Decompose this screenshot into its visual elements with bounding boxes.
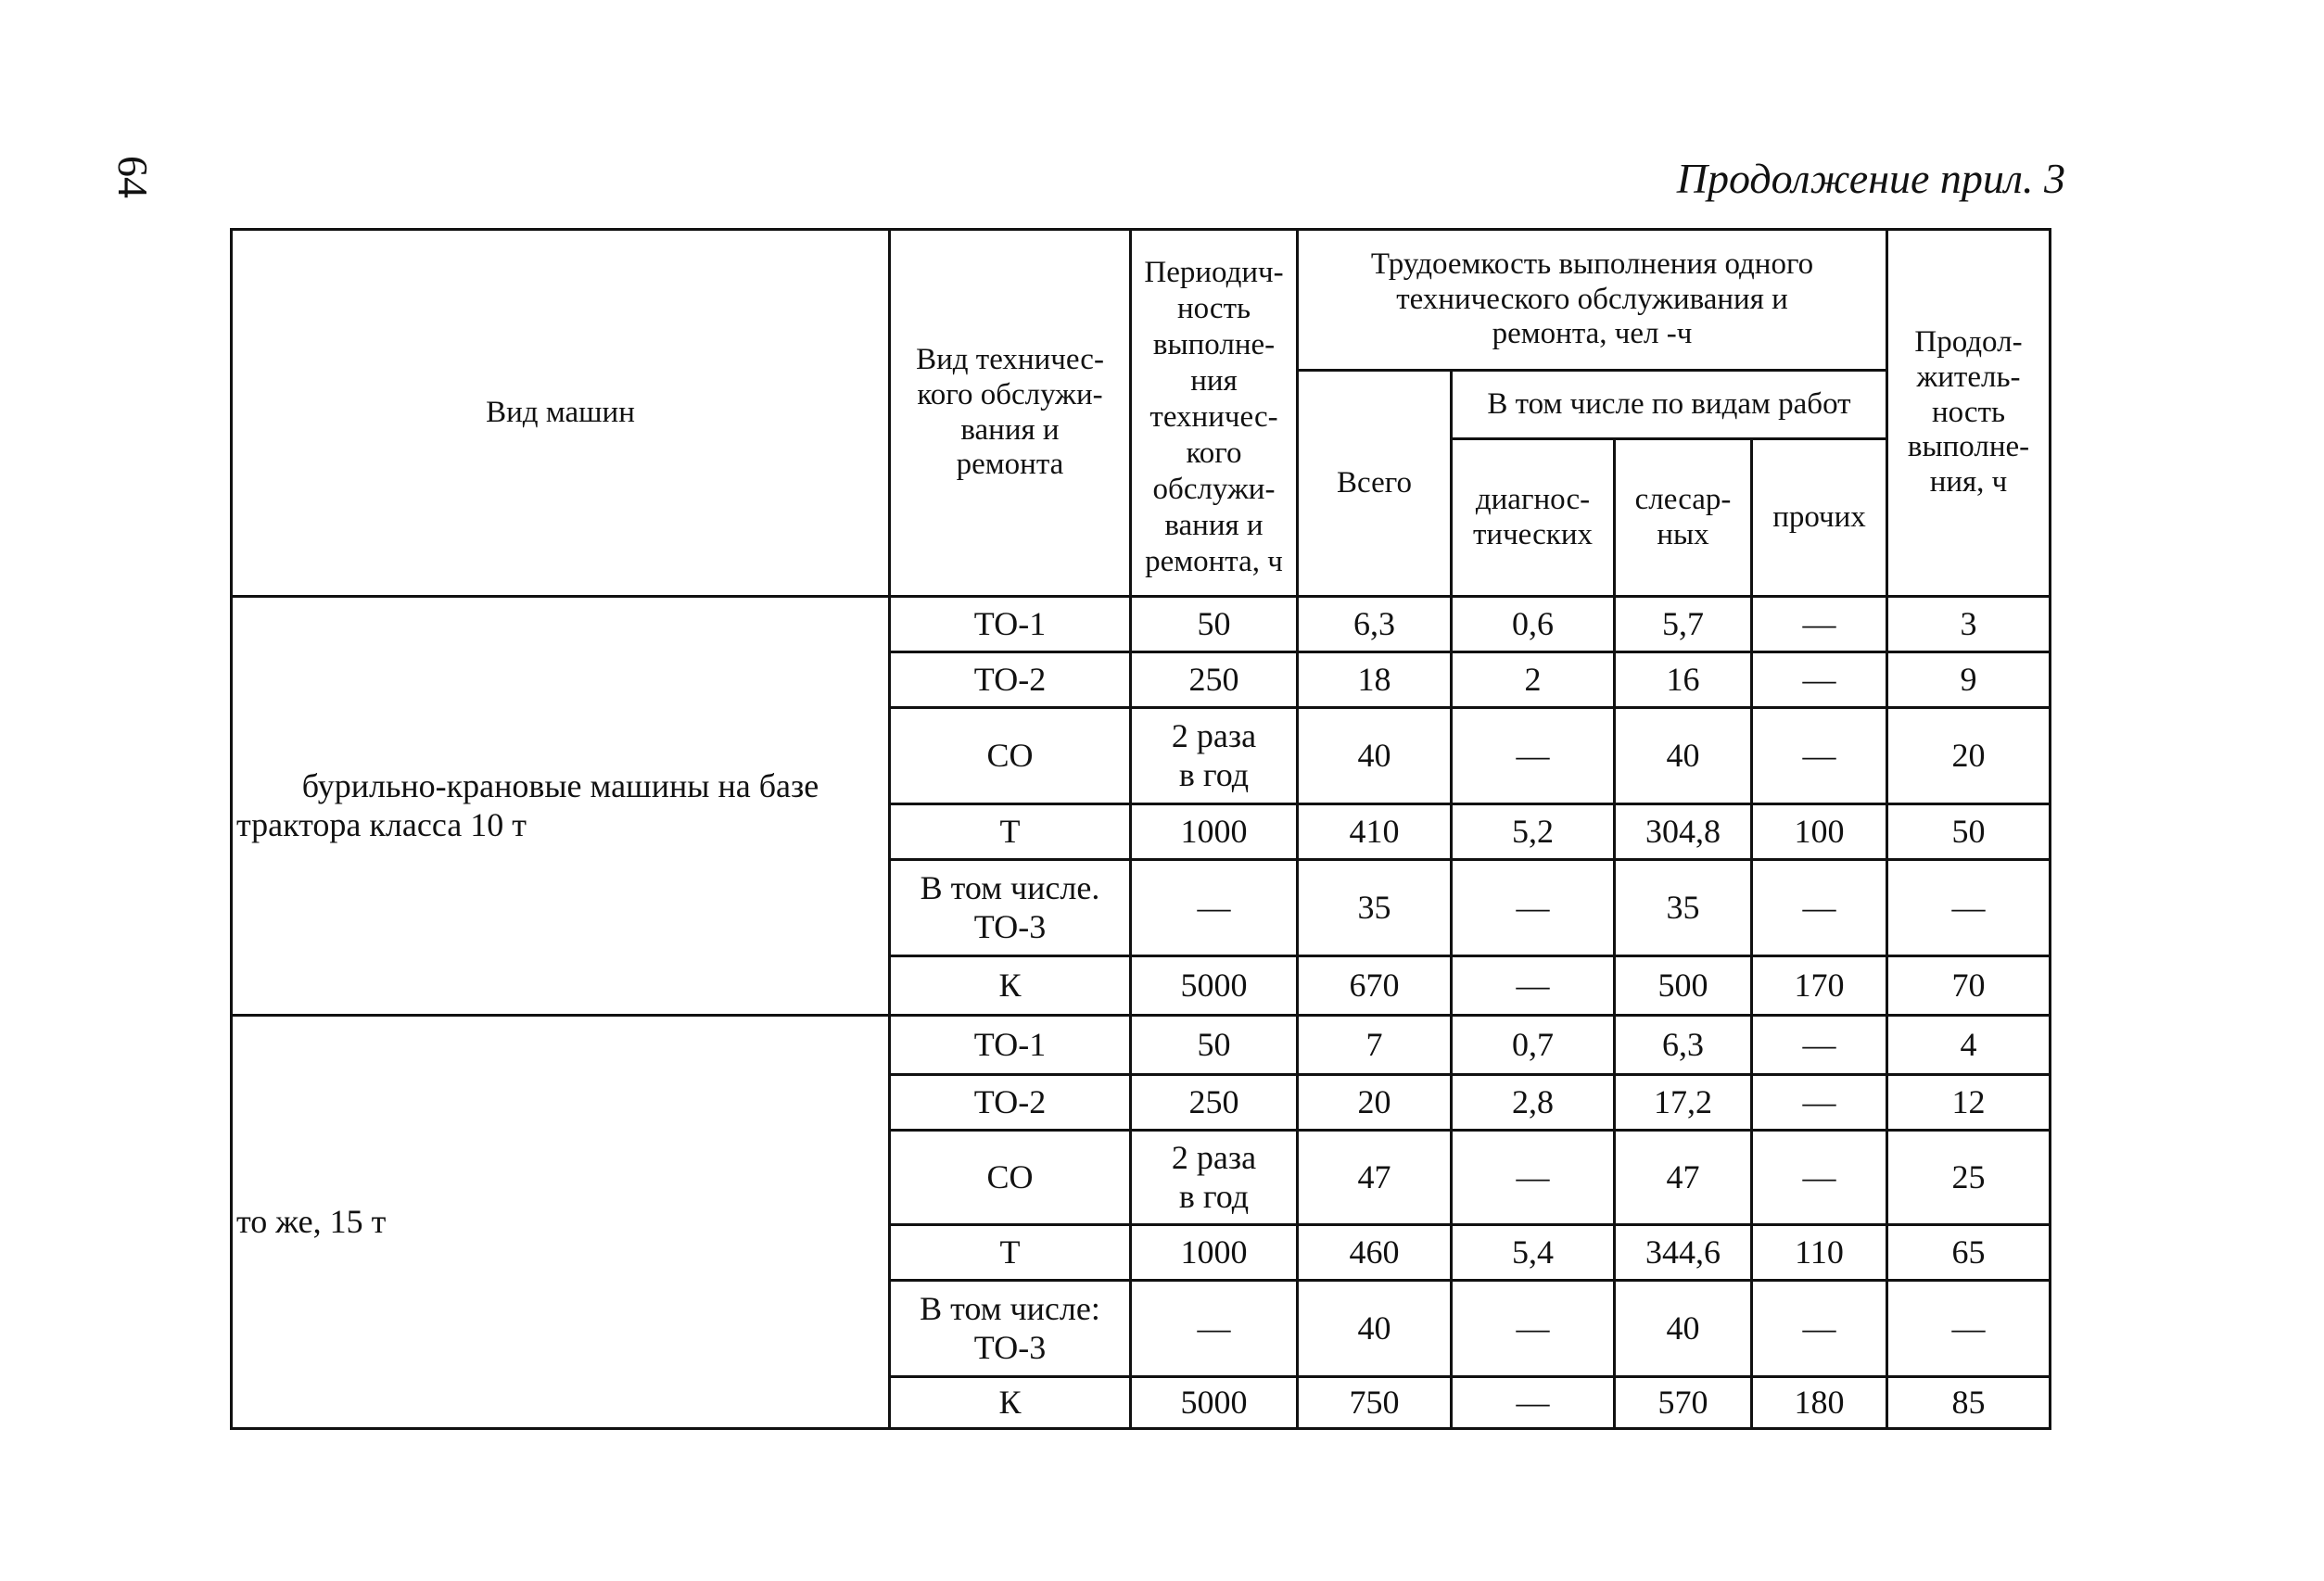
locksmith-cell: 40 [1615, 708, 1752, 804]
locksmith-cell: 40 [1615, 1281, 1752, 1377]
header-periodicity: Периодич- ность выполне- ния техничес- кого обслужи- вания и ремонта, ч [1131, 230, 1298, 597]
period-cell: — [1131, 1281, 1298, 1377]
service-cell: Т [890, 804, 1131, 860]
other-cell: — [1752, 652, 1887, 708]
diagnostic-cell: — [1452, 956, 1615, 1016]
diagnostic-cell: 2 [1452, 652, 1615, 708]
total-cell: 460 [1298, 1225, 1452, 1281]
other-cell: — [1752, 1131, 1887, 1225]
period-cell: 50 [1131, 1016, 1298, 1075]
diagnostic-cell: 2,8 [1452, 1075, 1615, 1131]
total-cell: 18 [1298, 652, 1452, 708]
duration-cell: 65 [1887, 1225, 2051, 1281]
locksmith-cell: 6,3 [1615, 1016, 1752, 1075]
total-cell: 7 [1298, 1016, 1452, 1075]
service-cell: В том числе. ТО-3 [890, 860, 1131, 956]
locksmith-cell: 35 [1615, 860, 1752, 956]
period-cell: 2 раза в год [1131, 1131, 1298, 1225]
diagnostic-cell: — [1452, 1377, 1615, 1429]
diagnostic-cell: — [1452, 1131, 1615, 1225]
table-caption: Продолжение прил. 3 [1676, 155, 2065, 202]
service-cell: СО [890, 708, 1131, 804]
service-cell: В том числе: ТО-3 [890, 1281, 1131, 1377]
maintenance-table [230, 228, 2051, 1430]
duration-cell: 85 [1887, 1377, 2051, 1429]
period-cell: 1000 [1131, 1225, 1298, 1281]
total-cell: 410 [1298, 804, 1452, 860]
locksmith-cell: 344,6 [1615, 1225, 1752, 1281]
service-cell: ТО-1 [890, 597, 1131, 652]
diagnostic-cell: 0,6 [1452, 597, 1615, 652]
diagnostic-cell: — [1452, 1281, 1615, 1377]
duration-cell: 70 [1887, 956, 2051, 1016]
other-cell: — [1752, 1016, 1887, 1075]
other-cell: — [1752, 1281, 1887, 1377]
period-cell: 1000 [1131, 804, 1298, 860]
diagnostic-cell: — [1452, 708, 1615, 804]
period-cell: — [1131, 860, 1298, 956]
service-cell: ТО-2 [890, 1075, 1131, 1131]
table-row [232, 597, 2051, 652]
locksmith-cell: 5,7 [1615, 597, 1752, 652]
service-cell: СО [890, 1131, 1131, 1225]
table-row [232, 1016, 2051, 1075]
total-cell: 670 [1298, 956, 1452, 1016]
other-cell: 100 [1752, 804, 1887, 860]
other-cell: — [1752, 860, 1887, 956]
machine-cell: то же, 15 т [232, 1016, 890, 1429]
header-service-type: Вид техничес- кого обслужи- вания и ремонта [890, 230, 1131, 597]
diagnostic-cell: 5,2 [1452, 804, 1615, 860]
total-cell: 35 [1298, 860, 1452, 956]
header-by-work-types: В том числе по видам работ [1452, 371, 1887, 439]
locksmith-cell: 570 [1615, 1377, 1752, 1429]
header-labor-intensity: Трудоемкость выполнения одного технического обслуживания и ремонта, чел -ч [1298, 230, 1887, 371]
duration-cell: 9 [1887, 652, 2051, 708]
locksmith-cell: 17,2 [1615, 1075, 1752, 1131]
header-diagnostic: диагнос- тических [1452, 439, 1615, 597]
duration-cell: — [1887, 860, 2051, 956]
other-cell: 170 [1752, 956, 1887, 1016]
other-cell: — [1752, 708, 1887, 804]
machine-cell: бурильно-крановые машины на базе трактора класса 10 т [232, 597, 890, 1016]
period-cell: 250 [1131, 652, 1298, 708]
period-cell: 5000 [1131, 956, 1298, 1016]
other-cell: — [1752, 597, 1887, 652]
locksmith-cell: 47 [1615, 1131, 1752, 1225]
other-cell: — [1752, 1075, 1887, 1131]
other-cell: 180 [1752, 1377, 1887, 1429]
duration-cell: 12 [1887, 1075, 2051, 1131]
period-cell: 5000 [1131, 1377, 1298, 1429]
locksmith-cell: 16 [1615, 652, 1752, 708]
service-cell: Т [890, 1225, 1131, 1281]
header-machine-type: Вид машин [232, 230, 890, 597]
header-duration: Продол- житель- ность выполне- ния, ч [1887, 230, 2051, 597]
locksmith-cell: 500 [1615, 956, 1752, 1016]
total-cell: 47 [1298, 1131, 1452, 1225]
diagnostic-cell: 5,4 [1452, 1225, 1615, 1281]
diagnostic-cell: 0,7 [1452, 1016, 1615, 1075]
header-total: Всего [1298, 371, 1452, 597]
duration-cell: 4 [1887, 1016, 2051, 1075]
locksmith-cell: 304,8 [1615, 804, 1752, 860]
service-cell: К [890, 1377, 1131, 1429]
duration-cell: — [1887, 1281, 2051, 1377]
period-cell: 2 раза в год [1131, 708, 1298, 804]
total-cell: 20 [1298, 1075, 1452, 1131]
duration-cell: 20 [1887, 708, 2051, 804]
page-number: 64 [109, 156, 157, 198]
service-cell: ТО-2 [890, 652, 1131, 708]
duration-cell: 3 [1887, 597, 2051, 652]
total-cell: 6,3 [1298, 597, 1452, 652]
other-cell: 110 [1752, 1225, 1887, 1281]
service-cell: К [890, 956, 1131, 1016]
total-cell: 40 [1298, 708, 1452, 804]
period-cell: 250 [1131, 1075, 1298, 1131]
diagnostic-cell: — [1452, 860, 1615, 956]
period-cell: 50 [1131, 597, 1298, 652]
service-cell: ТО-1 [890, 1016, 1131, 1075]
total-cell: 40 [1298, 1281, 1452, 1377]
header-locksmith: слесар- ных [1615, 439, 1752, 597]
duration-cell: 50 [1887, 804, 2051, 860]
duration-cell: 25 [1887, 1131, 2051, 1225]
total-cell: 750 [1298, 1377, 1452, 1429]
header-other: прочих [1752, 439, 1887, 597]
